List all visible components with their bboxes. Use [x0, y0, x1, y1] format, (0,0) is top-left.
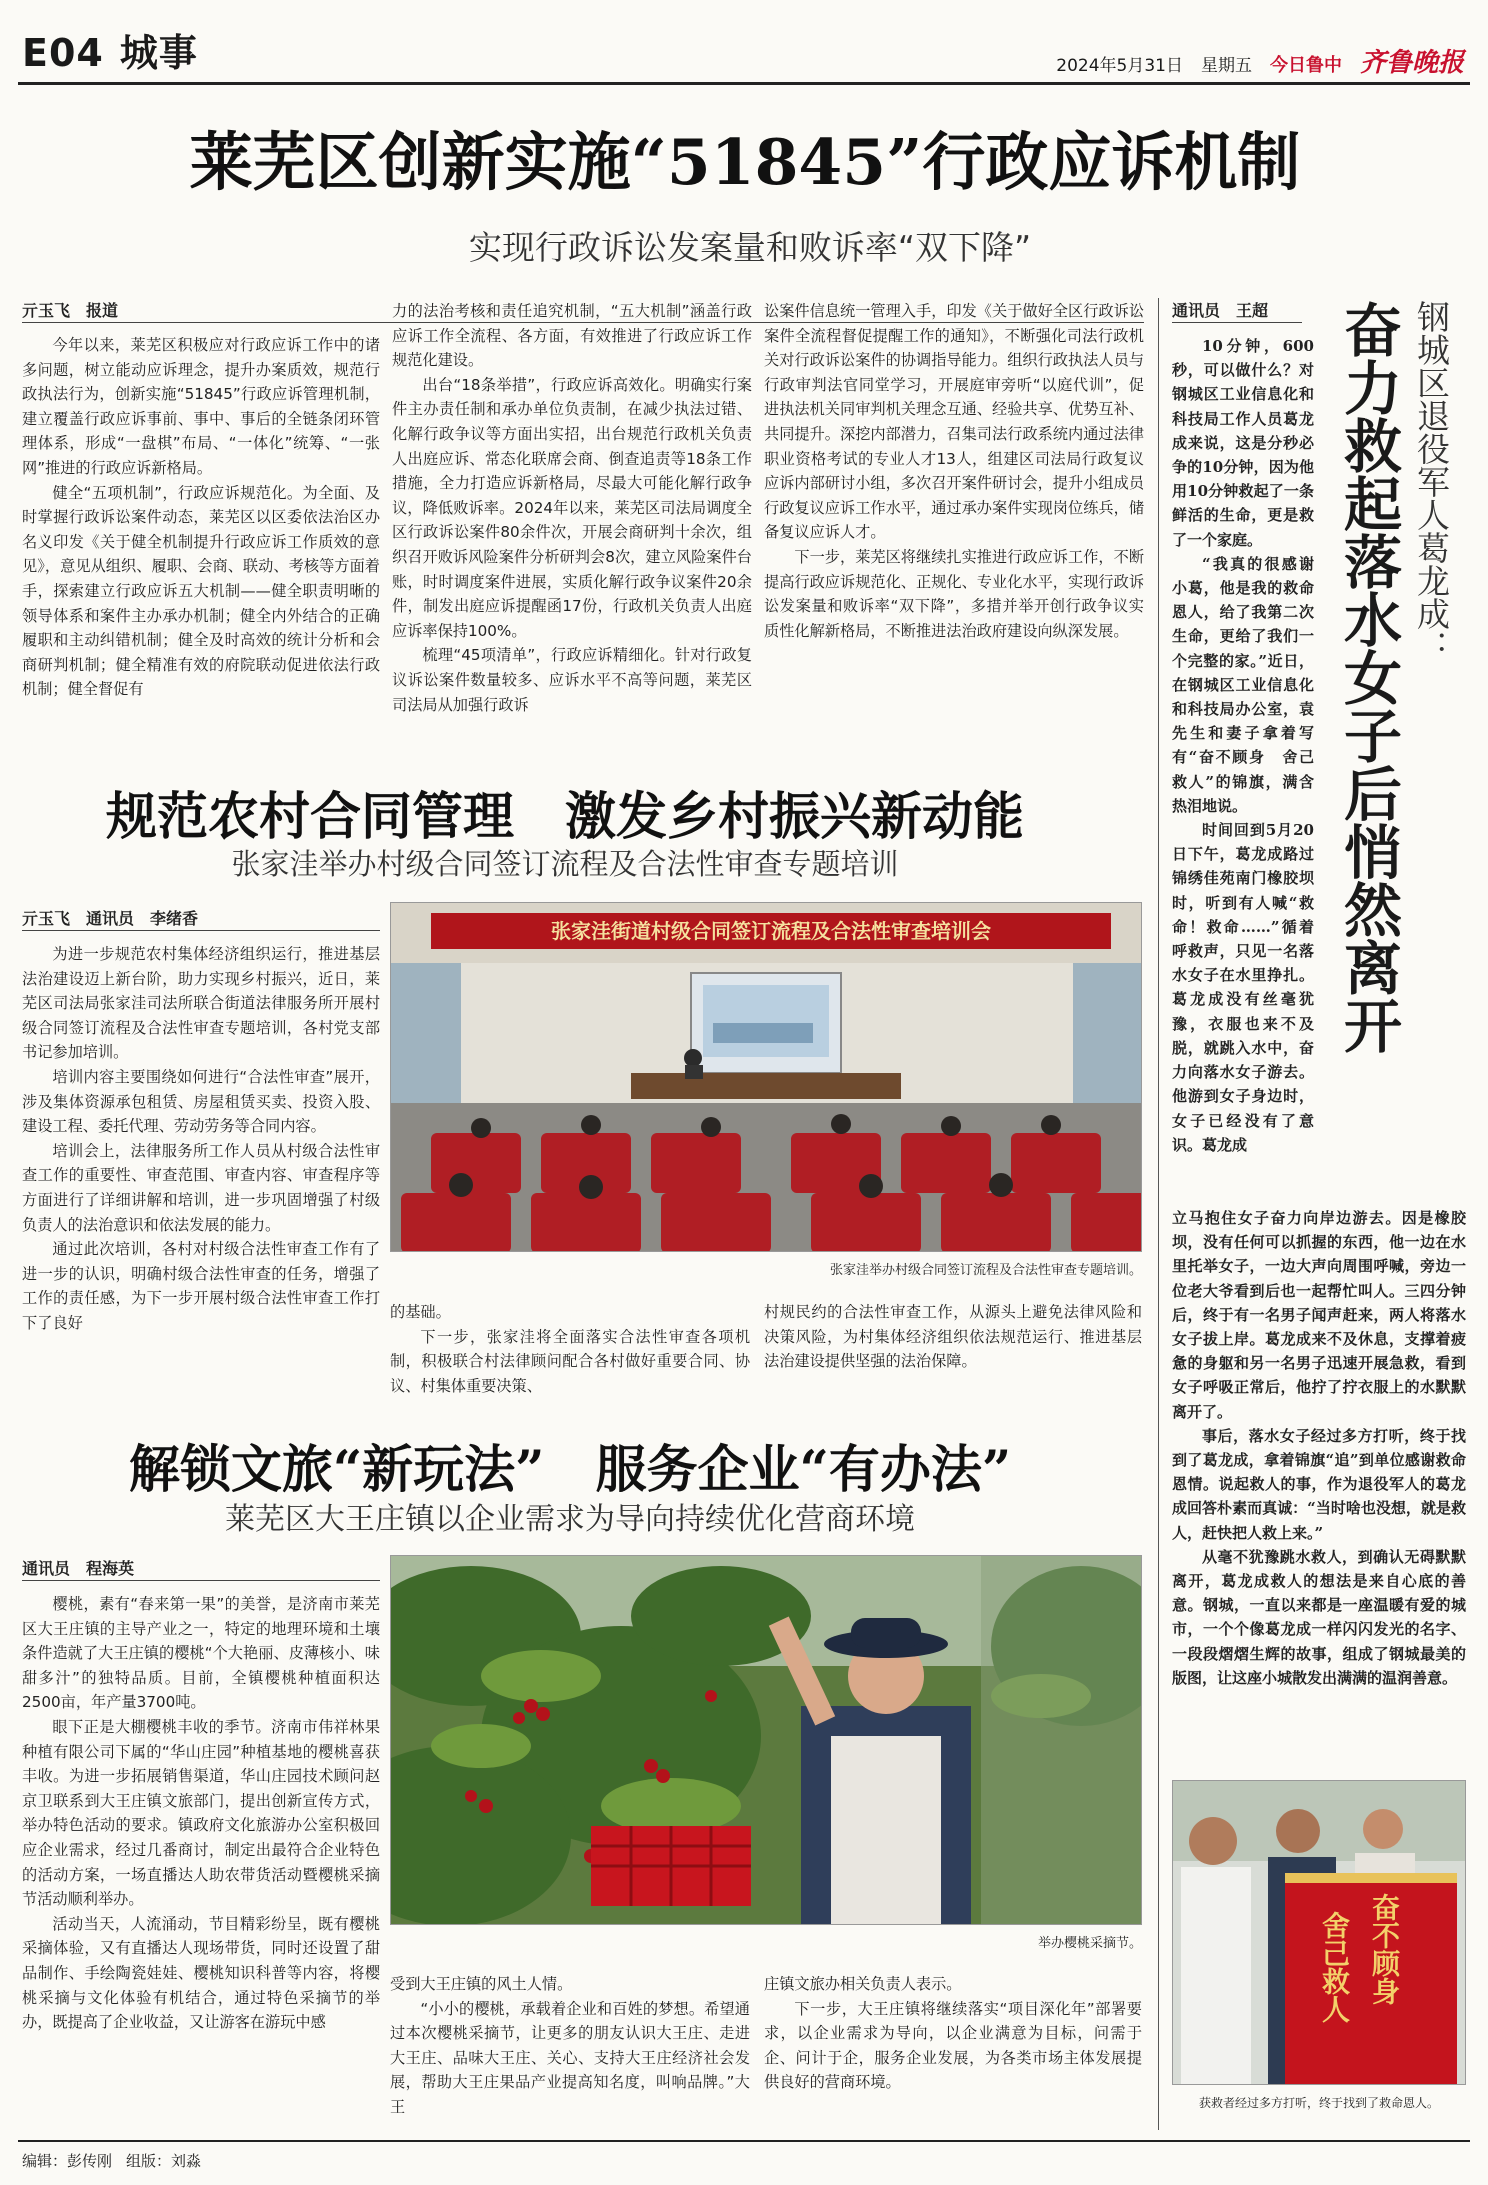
pennant-photo-caption: 获救者经过多方打听，终于找到了救命恩人。 [1198, 2096, 1439, 2110]
story3-subtitle: 莱芜区大王庄镇以企业需求为导向持续优化营商环境 [225, 1502, 915, 1537]
story3-byline-rule [22, 1580, 380, 1581]
story1-subtitle: 实现行政诉讼发案量和败诉率“双下降” [468, 228, 1032, 267]
paragraph: 事后，落水女子经过多方打听，终于找到了葛龙成，拿着锦旗“追”到单位感谢救命恩情。说起救人的事，作为退役军人的葛龙成回答朴素而真诚：“当时啥也没想，就是救人，赶快把人救上来。” [1172, 1426, 1466, 1542]
story3-column-2 [390, 1972, 750, 2132]
paragraph: 培训会上，法律服务所工作人员从村级合法性审查工作的重要性、审查范围、审查内容、审查程序等方面进行了详细讲解和培训，进一步巩固增强了村级负责人的法治意识和依法发展的能力。 [22, 1141, 380, 1234]
editor-credit: 编辑：彭传刚 [22, 2152, 113, 2170]
paragraph: 出台“18条举措”，行政应诉高效化。明确实行案件主办责任制和承办单位负责制，在减少执法过错、化解行政争议等方面出实招，出台规范行政机关负责人出庭应诉、常态化联席会商、倒查追责等18条工作措施，全力打造应诉新格局，尽最大可能化解行政争议，降低败诉率。2024年以来，莱芜区司法局调度全区行政诉讼案件80余件次，开展会商研判十余次，组织召开败诉风险案件分析研判会8次，建立风险案件台账，时时调度案件进展，实质化解行政争议案件20余件，制发出庭应诉提醒函17份，行政机关负责人出庭应诉率保持100%。 [392, 375, 752, 640]
paragraph: 通过此次培训，各村对村级合法性审查工作有了进一步的认识，明确村级合法性审查的任务，增强了工作的责任感，为下一步开展村级合法性审查工作打下了良好 [22, 1240, 380, 1332]
pennant-text-right: 奋不顾身 [1368, 1893, 1401, 2005]
story3-headline: 解锁文旅“新玩法” 服务企业“有办法” [128, 1440, 1012, 1500]
story3-column-1 [22, 1592, 380, 2132]
paragraph: 健全“五项机制”，行政应诉规范化。为全面、及时掌握行政诉讼案件动态，莱芜区以区委依法治区办名义印发《关于健全机制提升行政应诉工作质效的意见》，意见从组织、履职、会商、联动、考核等方面着手，探索建立行政应诉五大机制——健全职责明晰的领导体系和案件主办承办机制；健全内外结合的正确履职和主动纠错机制；健全及时高效的统计分析和会商研判机制；健全精准有效的府院联动促进依法行政机制；健全督促有 [22, 483, 380, 699]
pennant-text-left: 舍己救人 [1318, 1911, 1351, 2023]
paragraph: 立马抱住女子奋力向岸边游去。因是橡胶坝，没有任何可以抓握的东西，他一边在水里托举女子，一边大声向周围呼喊，旁边一位老大爷看到后也一起帮忙叫人。三四分钟后，终于有一名男子闻声赶来，两人将落水女子拔上岸。葛龙成来不及休息，支撑着疲惫的身躯和另一名男子迅速开展急救，看到女子呼吸正常后，他拧了拧衣服上的水默默离开了。 [1172, 1209, 1466, 1421]
story2-byline: 亓玉飞 通讯员 李绪香 [22, 909, 199, 928]
masthead-info [1056, 42, 1464, 79]
story3-byline: 通讯员 程海英 [22, 1559, 135, 1578]
paragraph: 培训内容主要围绕如何进行“合法性审查”展开，涉及集体资源承包租赁、房屋租赁买卖、投资入股、建设工程、委托代理、劳动劳务等合同内容。 [22, 1067, 380, 1136]
paragraph: 的基础。 [390, 1303, 451, 1321]
cherry-photo-caption: 举办樱桃采摘节。 [1037, 1936, 1142, 1951]
page-footer [22, 2150, 201, 2171]
story2-byline-rule [22, 930, 380, 931]
paragraph: 为进一步规范农村集体经济组织运行，推进基层法治建设迈上新台阶，助力实现乡村振兴，近日，莱芜区司法局张家洼司法所联合街道法律服务所开展村级合同签订流程及合法性审查专题培训，各村党支部书记参加培训。 [22, 945, 380, 1062]
pennant-photo [1172, 1780, 1466, 2085]
paragraph: “小小的樱桃，承载着企业和百姓的梦想。希望通过本次樱桃采摘节，让更多的朋友认识大王庄、走进大王庄、品味大王庄、关心、支持大王庄经济社会发展，帮助大王庄果品产业提高知名度，叫响品牌。”大王 [390, 1999, 750, 2116]
sidebar-divider [1158, 298, 1159, 2130]
story4-byline: 通讯员 王超 [1172, 301, 1269, 320]
training-photo-image [391, 903, 1142, 1252]
story3-column-3 [764, 1972, 1142, 2132]
paragraph: 下一步，莱芜区将继续扎实推进行政应诉工作，不断提高行政应诉规范化、正规化、专业化水平，实现行政诉讼发案量和败诉率“双下降”，多措并举开创行政争议实质性化解新格局，不断推进法治政府建设向纵深发展。 [764, 547, 1144, 640]
newspaper-logo: 齐鲁晚报 [1359, 48, 1464, 78]
training-photo-caption: 张家洼举办村级合同签订流程及合法性审查专题培训。 [829, 1263, 1142, 1278]
training-banner-text: 张家洼街道村级合同签订流程及合法性审查培训会 [551, 919, 991, 943]
paragraph: 今年以来，莱芜区积极应对行政应诉工作中的诸多问题，树立能动应诉理念，提升办案质效，规范行政执法行为，创新实施“51845”行政应诉管理机制，建立覆盖行政应诉事前、事中、事后的全链条闭环管理体系，形成“一盘棋”布局、“一体化”统筹、“一张网”推进的行政应诉新格局。 [22, 336, 380, 477]
story1-column-3 [764, 299, 1144, 738]
story1-byline: 亓玉飞 报道 [22, 301, 119, 320]
footer-rule [18, 2140, 1470, 2142]
paragraph: 活动当天，人流涌动，节目精彩纷呈，既有樱桃采摘体验，又有直播达人现场带货，同时还设置了甜品制作、手绘陶瓷娃娃、樱桃知识科普等内容，将樱桃采摘与文化体验有机结合，通过特色采摘节的举办，既提高了企业收益，又让游客在游玩中感 [22, 1914, 380, 2032]
story2-headline: 规范农村合同管理 激发乡村振兴新动能 [105, 787, 1024, 847]
paragraph: 村规民约的合法性审查工作，从源头上避免法律风险和决策风险，为村集体经济组织依法规范运行、推进基层法治建设提供坚强的法治保障。 [764, 1303, 1142, 1371]
paragraph: 力的法治考核和责任追究机制，“五大机制”涵盖行政应诉工作全流程、各方面，有效推进了行政应诉工作规范化建设。 [392, 302, 752, 370]
issue-date: 2024年5月31日 [1056, 56, 1183, 76]
story4-kicker: 钢城区退役军人葛龙成： [1412, 300, 1451, 663]
story1-column-1 [22, 333, 380, 738]
story4-narrow-column [1172, 334, 1314, 1204]
paragraph: 讼案件信息统一管理入手，印发《关于做好全区行政诉讼案件全流程督促提醒工作的通知》，不断强化司法行政机关对行政诉讼案件的协调指导能力。组织行政执法人员与行政审判法官同堂学习，开展庭审旁听“以庭代训”，促进执法机关同审判机关理念互通、经验共享、优势互补、共同提升。深挖内部潜力，召集司法行政系统内通过法律职业资格考试的专业人才13人，组建区司法局行政复议应诉内部研讨小组，多次召开案件研讨会，提升小组成员行政复议应诉工作水平，通过承办案件实现岗位练兵，储备复议应诉人才。 [764, 302, 1144, 542]
paragraph: 樱桃，素有“春来第一果”的美誉，是济南市莱芜区大王庄镇的主导产业之一，特定的地理环境和土壤条件造就了大王庄镇的樱桃“个大艳丽、皮薄核小、味甜多汁”的独特品质。目前，全镇樱桃种植面积达2500亩，年产量3700吨。 [22, 1595, 380, 1712]
layout-credit: 组版：刘淼 [126, 2152, 202, 2170]
paragraph: 受到大王庄镇的风土人情。 [390, 1975, 573, 1993]
section-name: 城事 [119, 31, 198, 75]
story1-column-2 [392, 299, 752, 738]
cherry-picking-image [391, 1556, 1142, 1925]
header-rule [18, 82, 1470, 85]
paragraph: 梳理“45项清单”，行政应诉精细化。针对行政复议诉讼案件数量较多、应诉水平不高等问题，莱芜区司法局从加强行政诉 [392, 646, 752, 714]
training-photo [390, 902, 1142, 1252]
issue-weekday: 星期五 [1200, 56, 1252, 76]
story4-wide-column [1172, 1206, 1466, 1761]
paragraph: 下一步，张家洼将全面落实合法性审查各项机制，积极联合村法律顾问配合各村做好重要合同、协议、村集体重要决策、 [390, 1327, 750, 1395]
story2-column-1 [22, 942, 380, 1394]
page-number: E04 [22, 31, 104, 75]
story4-headline: 奋力救起落水女子后悄然离开 [1334, 300, 1402, 1054]
paragraph: 下一步，大王庄镇将继续落实“项目深化年”部署要求，以企业需求为导向，以企业满意为目标，问需于企、问计于企，服务企业发展，为各类市场主体发展提供良好的营商环境。 [764, 1999, 1142, 2092]
cherry-picking-photo [390, 1555, 1142, 1925]
story2-column-3 [764, 1300, 1142, 1400]
paragraph: 眼下正是大棚樱桃丰收的季节。济南市伟祥林果种植有限公司下属的“华山庄园”种植基地的樱桃喜获丰收。为进一步拓展销售渠道，华山庄园技术顾问赵京卫联系到大王庄镇文旅部门，提出创新宣传方式，举办特色活动的要求。镇政府文化旅游办公室积极回应企业需求，经过几番商讨，制定出最符合企业特色的活动方案，一场直播达人助农带货活动暨樱桃采摘节活动顺利举办。 [22, 1717, 380, 1909]
edition-name: 今日鲁中 [1269, 55, 1342, 76]
paragraph: 庄镇文旅办相关负责人表示。 [764, 1975, 962, 1993]
paragraph: 时间回到5月20日下午，葛龙成路过锦绣佳苑南门橡胶坝时，听到有人喊“救命！救命……”循着呼救声，只见一名落水女子在水里挣扎。葛龙成没有丝毫犹豫，衣服也来不及脱，就跳入水中，奋力向落水女子游去。他游到女子身边时，女子已经没有了意识。葛龙成 [1172, 821, 1314, 1154]
story1-headline: 莱芜区创新实施“51845”行政应诉机制 [189, 125, 1301, 199]
page-header [22, 22, 198, 77]
paragraph: 10分钟，600秒，可以做什么？对钢城区工业信息化和科技局工作人员葛龙成来说，这是分秒必争的10分钟，因为他用10分钟救起了一条鲜活的生命，更是救了一个家庭。 [1172, 337, 1314, 549]
story2-subtitle: 张家洼举办村级合同签订流程及合法性审查专题培训 [231, 847, 899, 881]
paragraph: 从毫不犹豫跳水救人，到确认无碍默默离开，葛龙成救人的想法是来自心底的善意。钢城，一直以来都是一座温暖有爱的城市，一个个像葛龙成一样闪闪发光的名字、一段段熠熠生辉的故事，组成了钢城最美的版图，让这座小城散发出满满的温润善意。 [1172, 1547, 1466, 1687]
story2-column-2 [390, 1300, 750, 1400]
story4-byline-rule [1172, 322, 1302, 323]
paragraph: “我真的很感谢小葛，他是我的救命恩人，给了我第二次生命，更给了我们一个完整的家。”近日，在钢城区工业信息化和科技局办公室，袁先生和妻子拿着写有“奋不顾身 舍己救人”的锦旗，满含热泪地说。 [1172, 554, 1314, 815]
